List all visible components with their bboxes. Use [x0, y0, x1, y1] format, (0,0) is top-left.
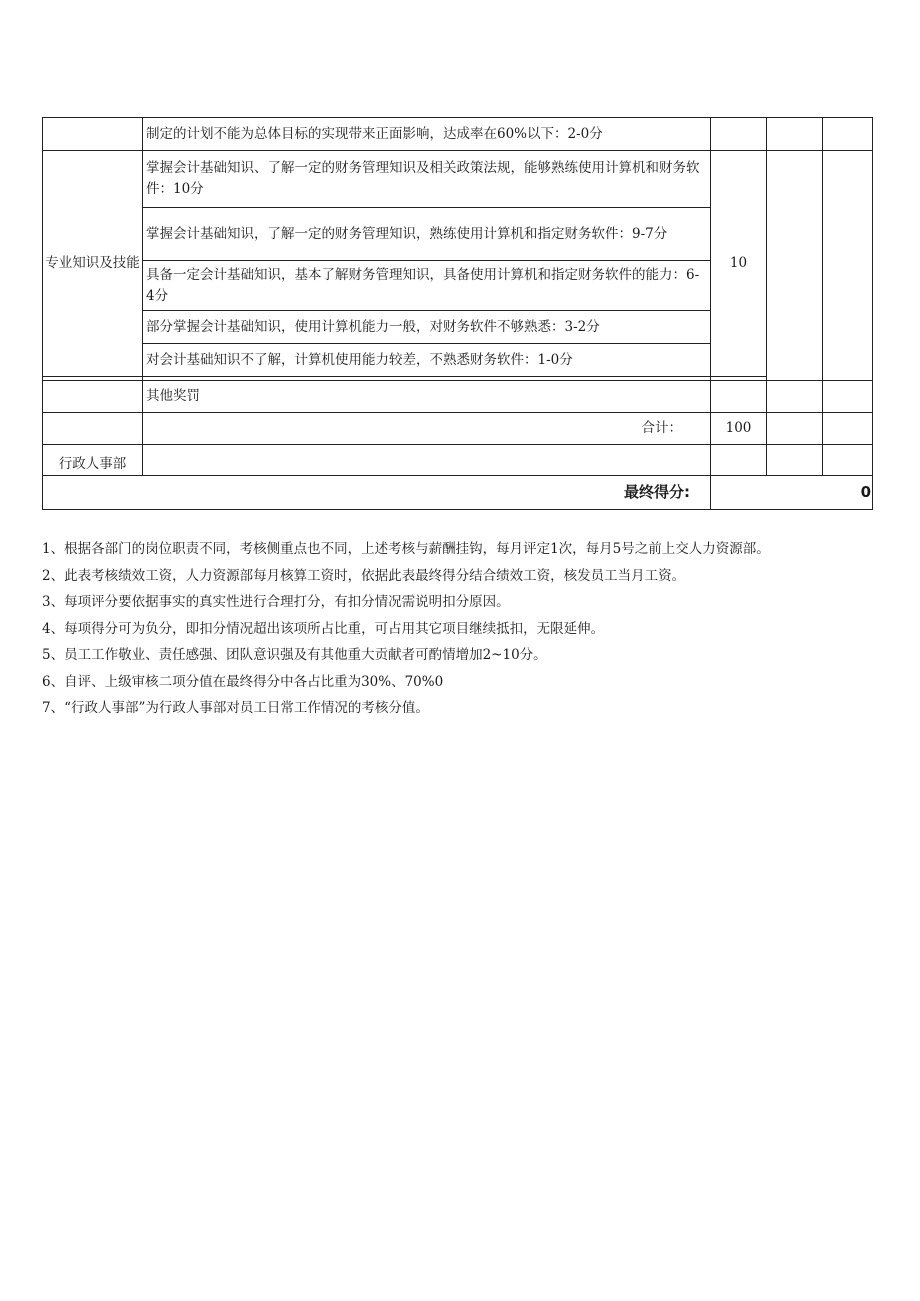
score-cell[interactable]: 10: [711, 151, 767, 377]
review-score-cell[interactable]: [823, 445, 873, 476]
table-row: [43, 445, 873, 476]
review-score-cell[interactable]: [823, 151, 873, 381]
self-score-cell[interactable]: [767, 118, 823, 151]
table-row: [43, 413, 873, 445]
note-item: 2、此表考核绩效工资，人力资源部每月核算工资时，依据此表最终得分结合绩效工资，核发员工当月工资。: [42, 567, 686, 584]
table-row: [43, 476, 873, 510]
assessment-table: [42, 117, 873, 510]
notes-section: [42, 536, 892, 722]
category-cell: [43, 413, 143, 445]
note-item: 7、“行政人事部”为行政人事部对员工日常工作情况的考核分值。: [42, 700, 429, 716]
criterion-cell: 具备一定会计基础知识，基本了解财务管理知识，具备使用计算机和指定财务软件的能力：6-4分: [143, 261, 711, 311]
assessment-table-container: [42, 117, 872, 510]
table-row: [43, 381, 873, 413]
admin-dept-label: 行政人事部: [43, 445, 143, 476]
note-item: 4、每项得分可为负分，即扣分情况超出该项所占比重，可占用其它项目继续抵扣，无限延伸。: [42, 620, 605, 637]
score-cell[interactable]: [711, 381, 767, 413]
total-score: 100: [711, 413, 767, 445]
self-score-cell[interactable]: [767, 381, 823, 413]
criterion-cell: 部分掌握会计基础知识，使用计算机能力一般，对财务软件不够熟悉：3-2分: [143, 311, 711, 344]
total-label: 合计：: [143, 413, 711, 445]
note-item: 3、每项评分要依据事实的真实性进行合理打分，有扣分情况需说明扣分原因。: [42, 594, 510, 610]
self-score-cell[interactable]: [767, 151, 823, 381]
criterion-cell: 制定的计划不能为总体目标的实现带来正面影响，达成率在60%以下：2-0分: [143, 118, 711, 151]
review-score-cell[interactable]: [823, 381, 873, 413]
note-item: 5、员工工作敬业、责任感强、团队意识强及有其他重大贡献者可酌情增加2~10分。: [42, 647, 547, 663]
category-cell: [43, 381, 143, 413]
table-row: [43, 151, 873, 208]
self-score-total-cell[interactable]: [767, 413, 823, 445]
note-item: 1、根据各部门的岗位职责不同，考核侧重点也不同，上述考核与薪酬挂钩，每月评定1次，每月5号之前上交人力资源部。: [42, 541, 770, 557]
score-cell[interactable]: [711, 445, 767, 476]
note-item: 6、自评、上级审核二项分值在最终得分中各占比重为30%、70%0: [42, 673, 444, 690]
criterion-cell: 掌握会计基础知识、了解一定的财务管理知识及相关政策法规，能够熟练使用计算机和财务软件：10分: [143, 151, 711, 208]
other-rewards-cell: 其他奖罚: [143, 381, 711, 413]
review-score-total-cell[interactable]: [823, 413, 873, 445]
self-score-cell[interactable]: [767, 445, 823, 476]
final-score-value: 0: [711, 476, 873, 510]
final-score-label: 最终得分:: [43, 476, 711, 510]
category-cell: [43, 118, 143, 151]
review-score-cell[interactable]: [823, 118, 873, 151]
score-cell[interactable]: [711, 118, 767, 151]
criterion-cell: 掌握会计基础知识，了解一定的财务管理知识，熟练使用计算机和指定财务软件：9-7分: [143, 208, 711, 261]
table-row: [43, 118, 873, 151]
criterion-cell: 对会计基础知识不了解，计算机使用能力较差，不熟悉财务软件：1-0分: [143, 344, 711, 377]
category-cell: 专业知识及技能: [43, 151, 143, 377]
admin-dept-cell[interactable]: [143, 445, 711, 476]
